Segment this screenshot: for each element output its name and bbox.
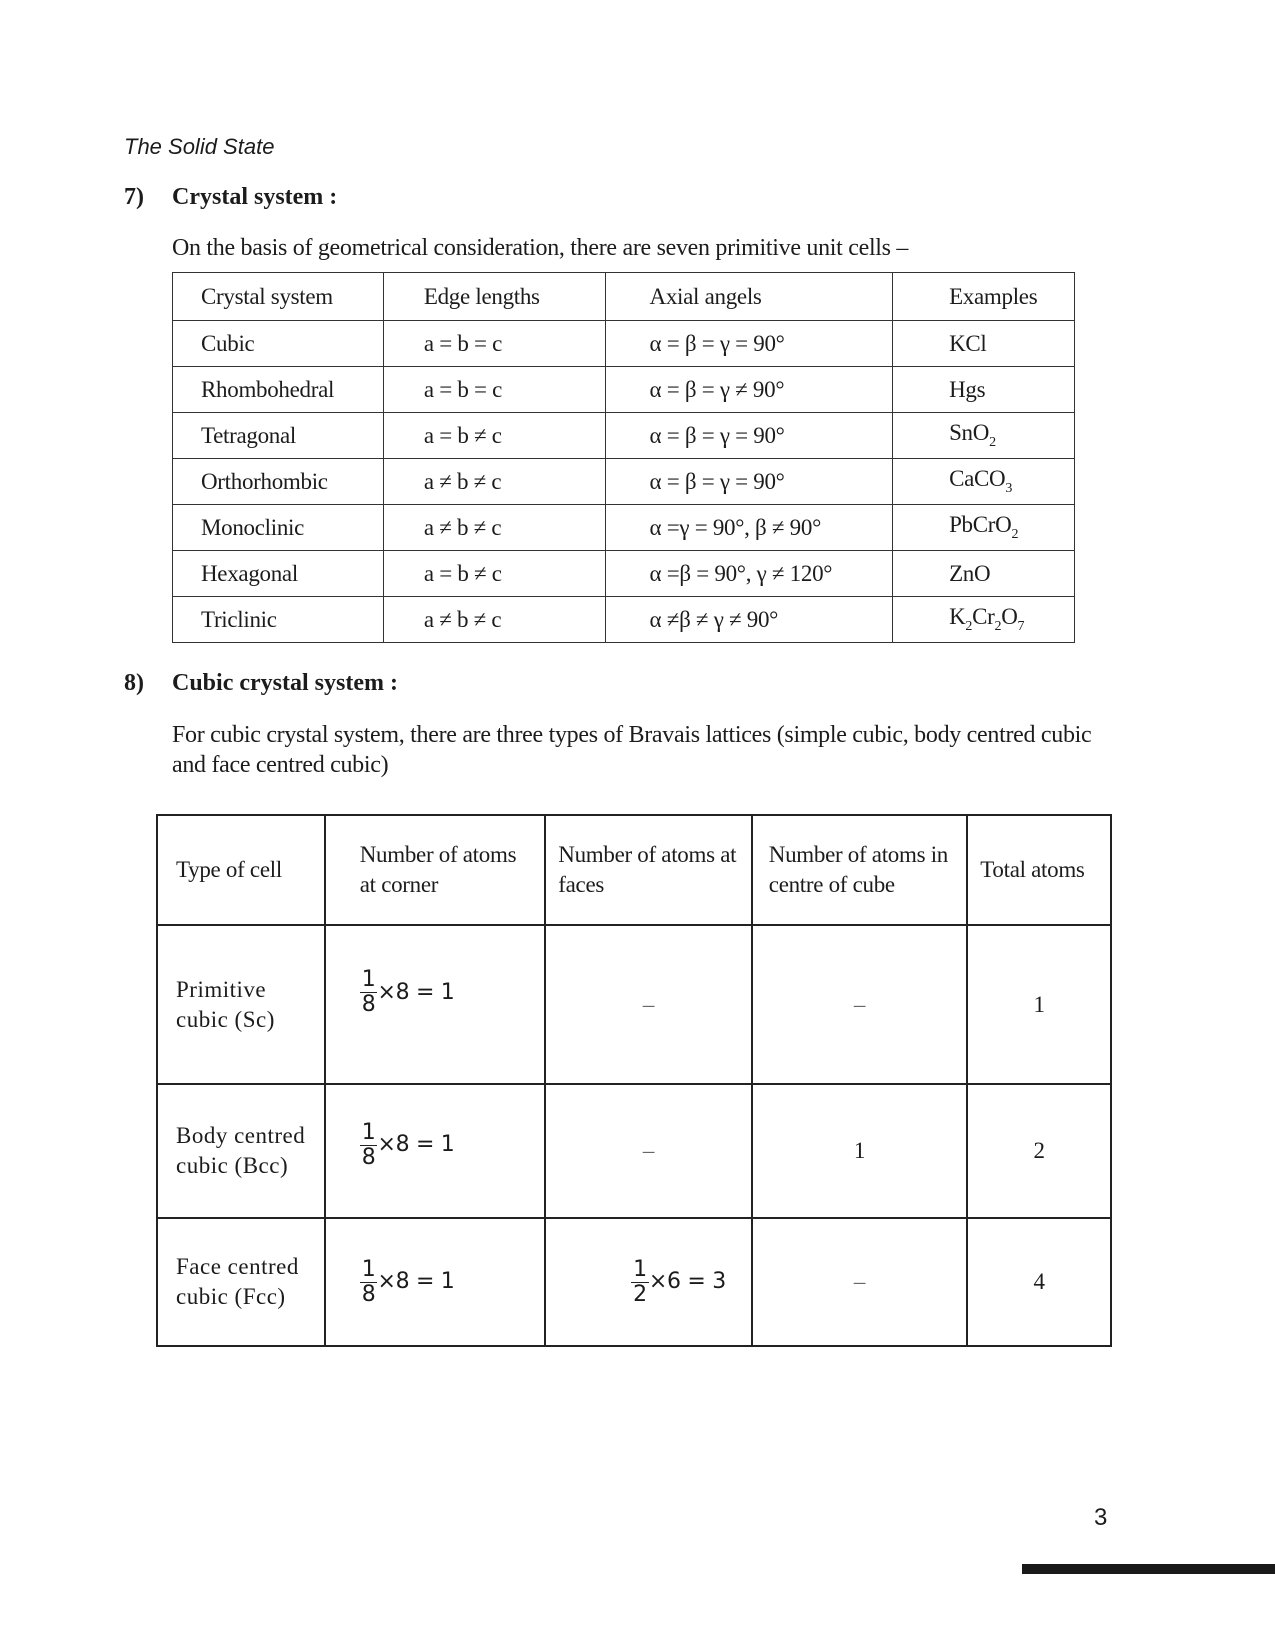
table-row [173,551,1075,597]
header-atoms-at-faces [545,815,752,925]
crystal-system-table [172,272,1075,643]
header-atoms-at-corner [325,815,546,925]
table-row [173,505,1075,551]
type-line: cubic (Bcc) [176,1153,289,1178]
cell-system: Rhombohedral [173,367,384,413]
cell-edges: a = b ≠ c [383,551,605,597]
cell-angles: α =γ = 90°, β ≠ 90° [605,505,893,551]
cell-corner: $\frac{1}{8}$ ×8 = 1 [325,1084,546,1218]
cell-total: 4 [967,1218,1111,1346]
cell-system: Hexagonal [173,551,384,597]
cell-angles: α = β = γ ≠ 90° [605,367,893,413]
cell-faces: – [545,1084,752,1218]
header-atoms-in-centre [752,815,967,925]
table-row [173,367,1075,413]
header-edge-lengths: Edge lengths [383,273,605,321]
table-header-row [157,815,1111,925]
cell-type [157,925,325,1084]
header-line: centre of cube [768,872,895,897]
cell-total: 2 [967,1084,1111,1218]
cell-angles: α =β = 90°, γ ≠ 120° [605,551,893,597]
intro-line-1: For cubic crystal system, there are three types of Bravais lattices (simple cubic, body centred cubic [172,722,1092,748]
cubic-lattice-table [156,814,1112,1347]
running-head: The Solid State [124,134,275,159]
header-line: Number of atoms at [558,842,737,867]
cell-system: Monoclinic [173,505,384,551]
cell-edges: a ≠ b ≠ c [383,459,605,505]
footer-bar [1022,1564,1275,1574]
section-8-number: 8) [124,670,144,696]
table-row [157,925,1111,1084]
cell-example: PbCrO$_2$ [893,505,1075,551]
section-8-title: Cubic crystal system : [172,670,398,696]
cell-example: $K_2Cr_2O_7$ [893,597,1075,643]
cell-edges: a ≠ b ≠ c [383,505,605,551]
header-axial-angles: Axial angels [605,273,893,321]
cell-corner: $\frac{1}{8}$ ×8 = 1 [325,1218,546,1346]
intro-line-2: and face centred cubic) [172,752,389,778]
cell-corner: $\frac{1}{8}$ ×8 = 1 [325,925,546,1084]
cell-edges: a = b ≠ c [383,413,605,459]
table-row [173,597,1075,643]
cell-edges: a = b = c [383,321,605,367]
cell-example: KCl [893,321,1075,367]
cell-type [157,1084,325,1218]
cell-total: 1 [967,925,1111,1084]
type-line: Face centred [176,1254,299,1279]
fraction: $\frac{1}{2}$ [633,1256,647,1307]
cell-centre: – [752,1218,967,1346]
type-line: Body centred [176,1123,306,1148]
section-7-intro: On the basis of geometrical consideration, there are seven primitive unit cells – [172,235,909,261]
header-examples: Examples [893,273,1075,321]
table-row [157,1084,1111,1218]
header-line: faces [558,872,605,897]
header-line: Number of atoms [359,842,517,867]
section-7-title: Crystal system : [172,184,338,210]
section-8-intro [172,720,1091,780]
table-row [157,1218,1111,1346]
cell-system: Cubic [173,321,384,367]
cell-edges: a = b = c [383,367,605,413]
cell-type [157,1218,325,1346]
cell-system: Orthorhombic [173,459,384,505]
type-line: Primitive [176,976,267,1002]
cell-system: Triclinic [173,597,384,643]
cell-angles: α = β = γ = 90° [605,459,893,505]
cell-edges: a ≠ b ≠ c [383,597,605,643]
section-7-number: 7) [124,184,144,210]
table-row [173,413,1075,459]
fraction: $\frac{1}{8}$ [361,1256,376,1307]
cell-centre: 1 [752,1084,967,1218]
cell-angles: α ≠β ≠ γ ≠ 90° [605,597,893,643]
cell-example: Hgs [893,367,1075,413]
cell-angles: α = β = γ = 90° [605,413,893,459]
header-line: Number of atoms in [768,842,948,867]
cell-system: Tetragonal [173,413,384,459]
header-line: at corner [359,872,439,897]
fraction: $\frac{1}{8}$ [361,1119,376,1170]
cell-example: SnO$_2$ [893,413,1075,459]
cell-example: ZnO [893,551,1075,597]
table-header-row [173,273,1075,321]
cell-faces: – [545,925,752,1084]
fraction: $\frac{1}{8}$ [361,967,376,1017]
cell-angles: α = β = γ = 90° [605,321,893,367]
header-crystal-system: Crystal system [173,273,384,321]
table-row [173,321,1075,367]
page-number: 3 [1094,1504,1108,1531]
table-row [173,459,1075,505]
cell-faces: $\frac{1}{2}$ ×6 = 3 [545,1218,752,1346]
header-type-of-cell: Type of cell [157,815,325,925]
header-total-atoms: Total atoms [967,815,1111,925]
cell-centre: – [752,925,967,1084]
cell-example: CaCO$_3$ [893,459,1075,505]
type-line: cubic (Fcc) [176,1284,286,1309]
type-line: cubic (Sc) [176,1006,275,1032]
